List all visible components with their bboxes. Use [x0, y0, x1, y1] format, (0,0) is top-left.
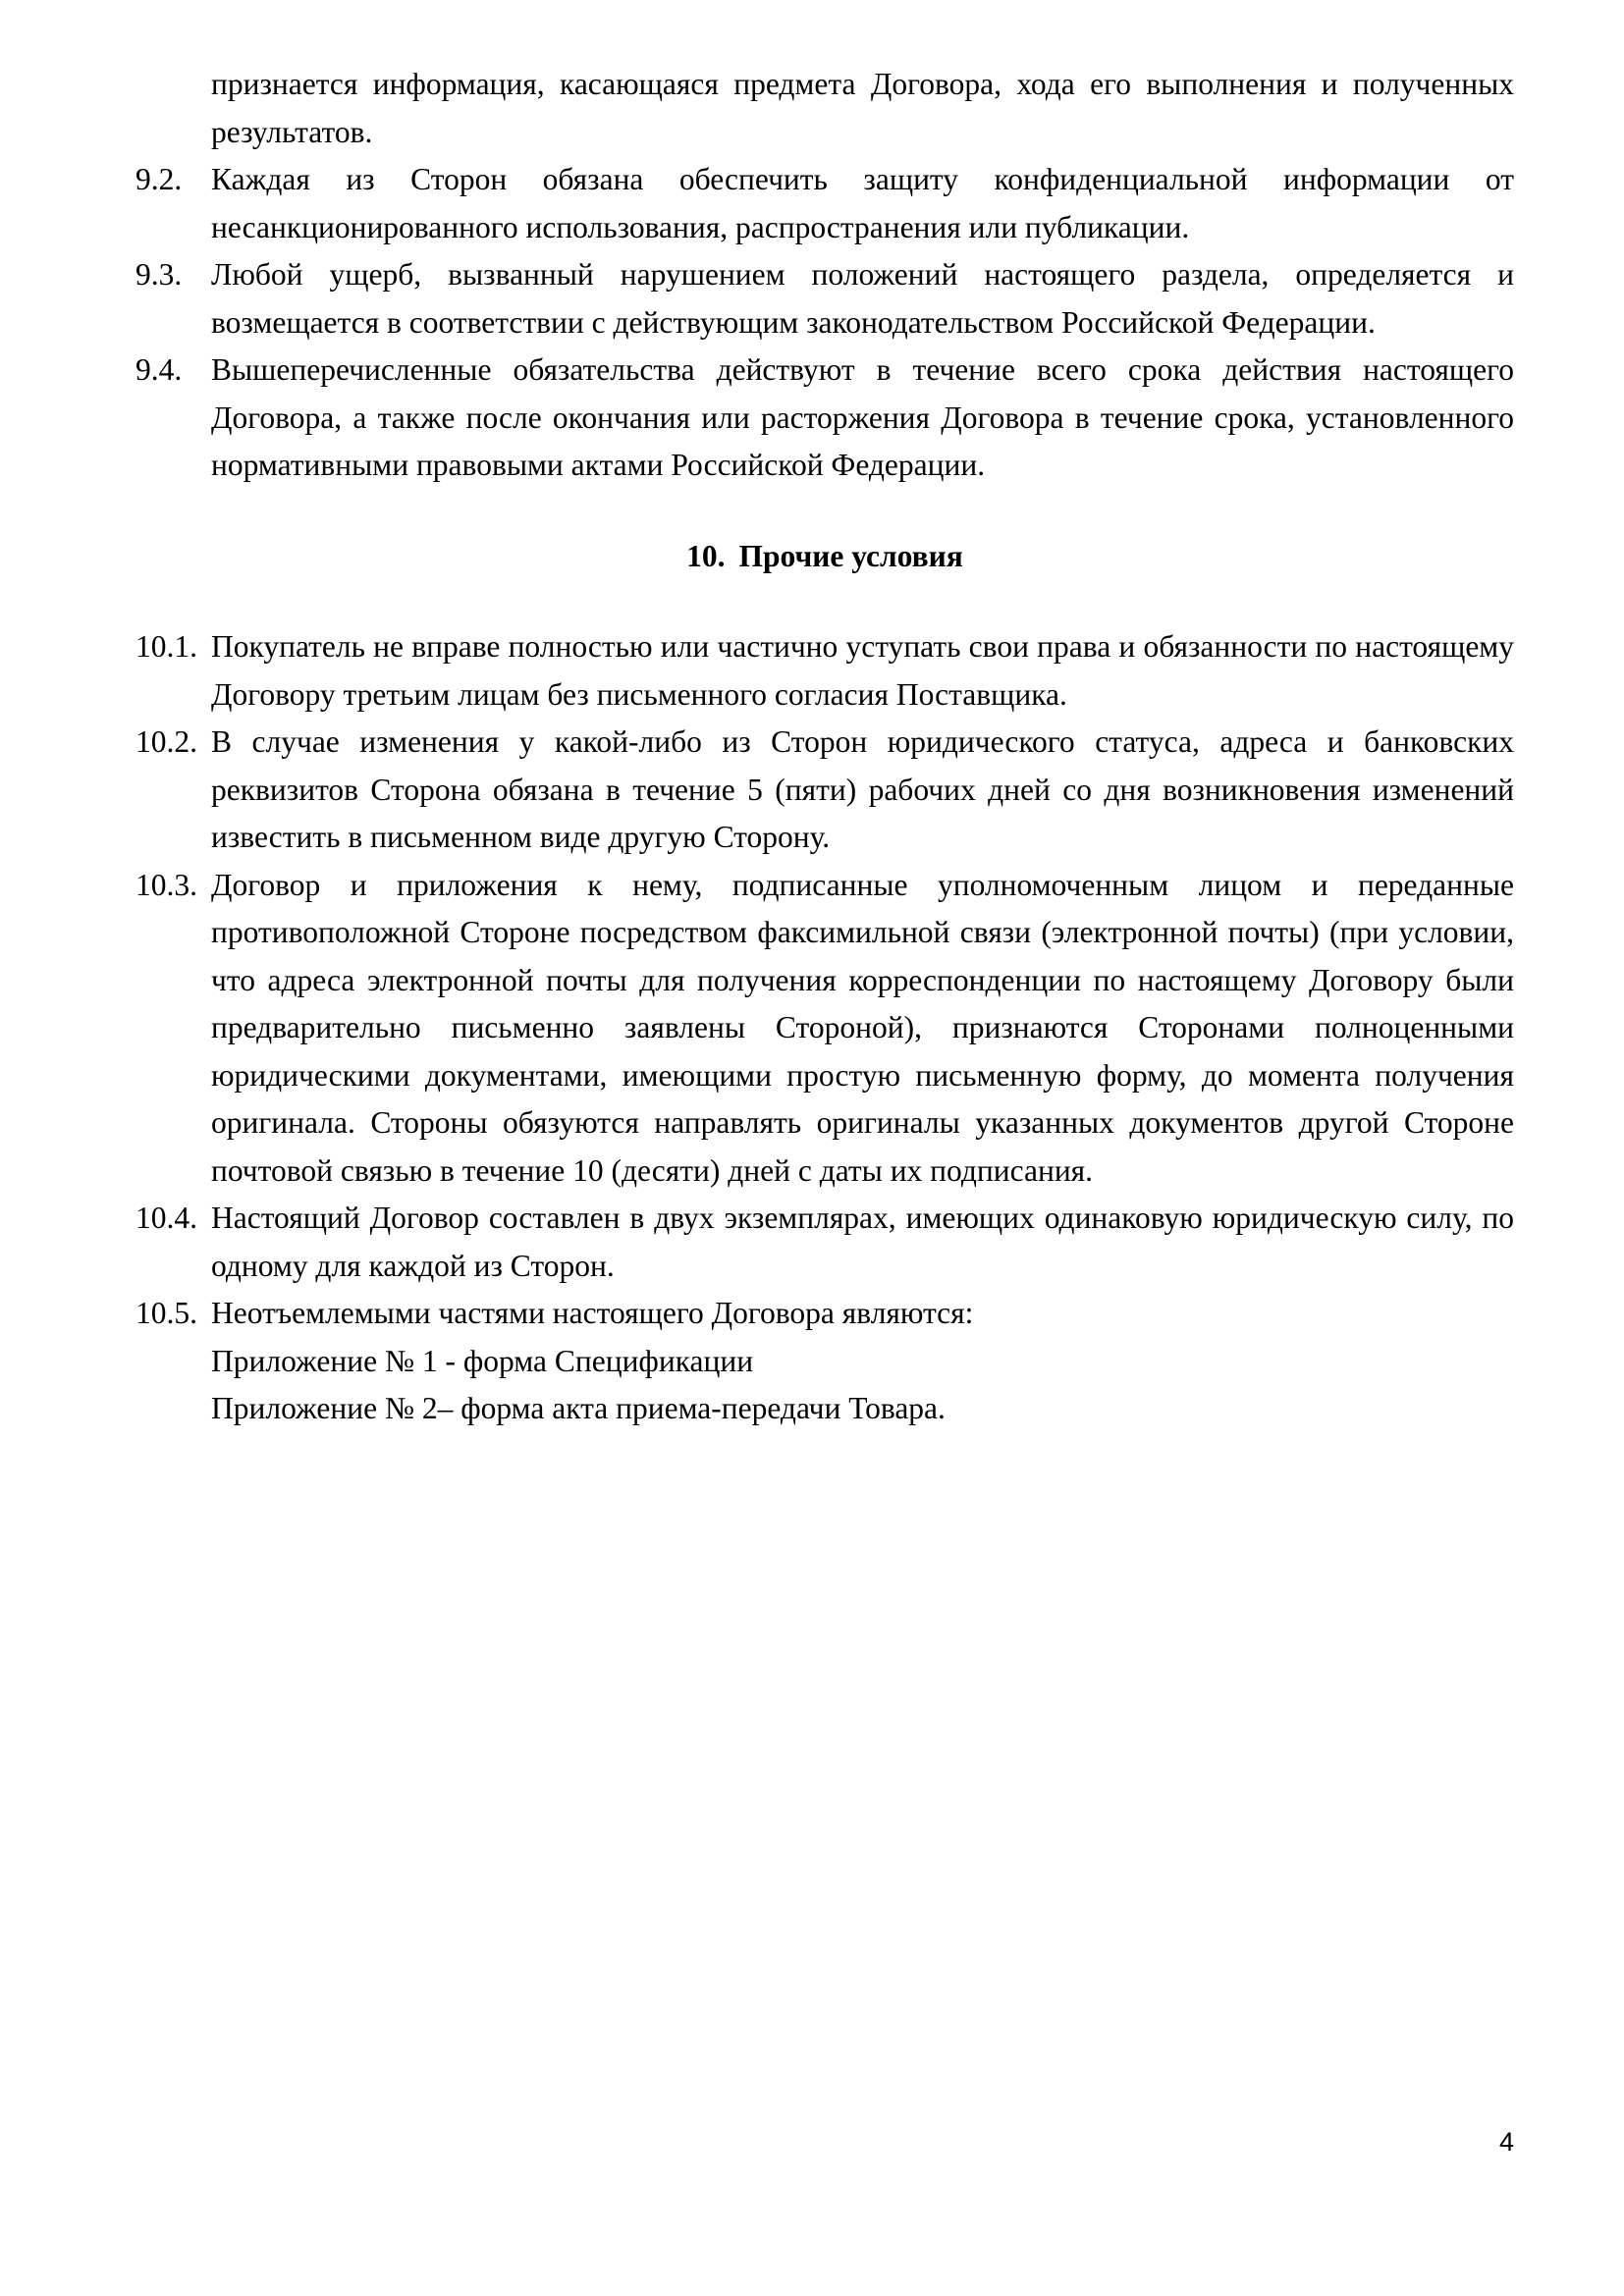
- clause-number: 9.4.: [135, 352, 183, 387]
- clause-10-5: [135, 1290, 1514, 1433]
- clause-10-1: [135, 623, 1514, 719]
- clause-text: Вышеперечисленные обязательства действуют в течение всего срока действия настоящего Договора, а также после окончания или расторжения Договора в течение срока, установленного нормативными правовыми актами Российской Федерации.: [211, 352, 1514, 482]
- attachment-item-2: Приложение № 2– форма акта приема-передачи Товара.: [211, 1391, 946, 1425]
- clause-number: 10.1.: [135, 629, 197, 664]
- clause-10-4: [135, 1195, 1514, 1290]
- section-heading-number: 10.: [686, 538, 726, 573]
- page-content: [135, 61, 1514, 1433]
- clause-text: В случае изменения у какой-либо из Сторон юридического статуса, адреса и банковских реквизитов Сторона обязана в течение 5 (пяти) рабочих дней со дня возникновения изменений известить в письменном виде другую Сторону.: [211, 724, 1514, 854]
- clause-number: 10.4.: [135, 1201, 197, 1235]
- section-heading-title: Прочие условия: [738, 538, 963, 573]
- clause-text: Настоящий Договор составлен в двух экземплярах, имеющих одинаковую юридическую силу, по одному для каждой из Сторон.: [211, 1201, 1514, 1283]
- clause-text: Любой ущерб, вызванный нарушением положений настоящего раздела, определяется и возмещается в соответствии с действующим законодательством Российской Федерации.: [211, 257, 1514, 340]
- clause-text: Договор и приложения к нему, подписанные уполномоченным лицом и переданные противоположной Стороне посредством факсимильной связи (электронной почты) (при условии, что адреса электронной почты для получения корреспонденции по настоящему Договору были предварительно письменно заявлены Стороной), признаются Сторонами полноценными юридическими документами, имеющими простую письменную форму, до момента получения оригинала. Стороны обязуются направлять оригиналы указанных документов другой Стороне почтовой связью в течение 10 (десяти) дней с даты их подписания.: [211, 867, 1514, 1188]
- clause-number: 9.2.: [135, 162, 183, 196]
- continued-clause-paragraph: признается информация, касающаяся предмета Договора, хода его выполнения и полученных результатов.: [211, 67, 1514, 149]
- clause-text-block: [211, 1290, 1514, 1433]
- clause-text: Покупатель не вправе полностью или частично уступать свои права и обязанности по настоящему Договору третьим лицам без письменного согласия Поставщика.: [211, 629, 1514, 712]
- clause-9-3: [135, 251, 1514, 347]
- clause-text: Неотъемлемыми частями настоящего Договора являются:: [211, 1296, 974, 1330]
- section-10-heading: [135, 533, 1514, 581]
- clause-9-2: [135, 156, 1514, 251]
- page-number: 4: [1498, 2127, 1514, 2157]
- attachment-item-1: Приложение № 1 - форма Спецификации: [211, 1343, 754, 1378]
- clause-10-3: [135, 862, 1514, 1196]
- clause-number: 10.5.: [135, 1296, 197, 1330]
- clause-number: 9.3.: [135, 257, 183, 292]
- clause-9-4: [135, 347, 1514, 490]
- clause-10-2: [135, 719, 1514, 862]
- clause-number: 10.2.: [135, 724, 197, 759]
- clause-text: Каждая из Сторон обязана обеспечить защиту конфиденциальной информации от несанкционированного использования, распространения или публикации.: [211, 162, 1514, 244]
- clause-number: 10.3.: [135, 867, 197, 902]
